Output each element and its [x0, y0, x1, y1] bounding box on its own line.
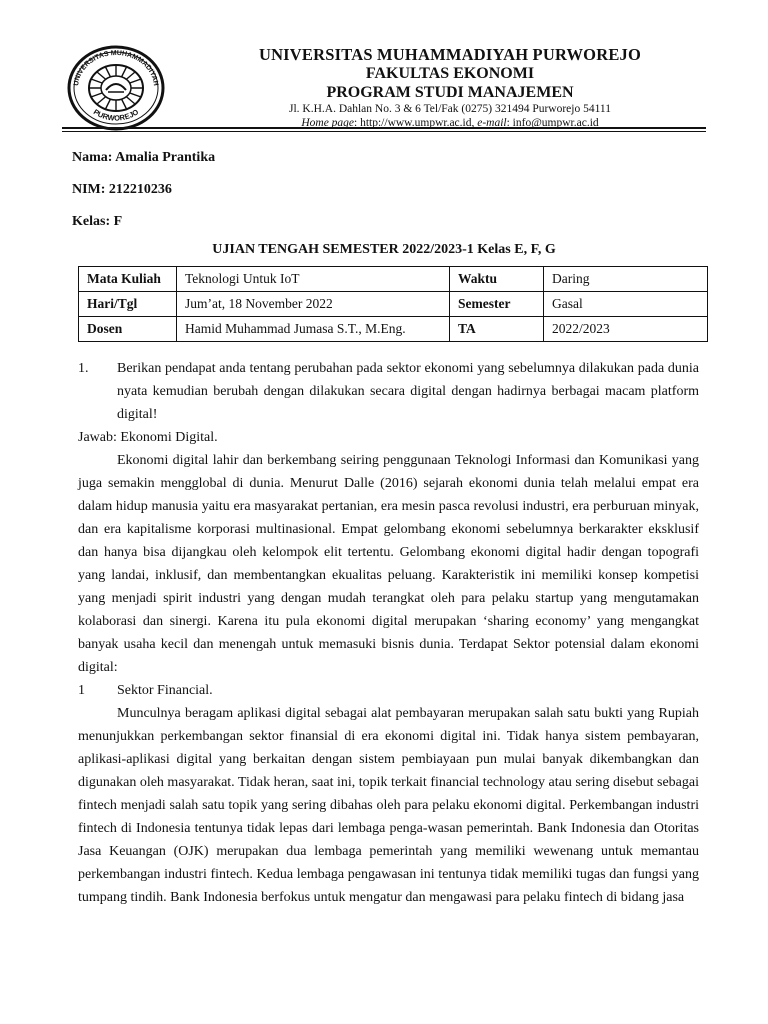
- document-body: [78, 357, 699, 909]
- student-name: Nama: Amalia Prantika: [72, 150, 216, 165]
- sector-heading: [78, 679, 699, 702]
- student-nim: NIM: 212210236: [72, 182, 172, 197]
- table-cell-label: TA: [450, 317, 544, 342]
- svg-text:UNIVERSITAS MUHAMMADIYAH: UNIVERSITAS MUHAMMADIYAH: [73, 49, 159, 87]
- university-seal-logo: [66, 44, 166, 132]
- home-label: Home page: [301, 117, 355, 129]
- table-cell-label: Mata Kuliah: [79, 267, 177, 292]
- question-item: [78, 357, 699, 426]
- table-cell-value: Gasal: [544, 292, 708, 317]
- table-cell-label: Dosen: [79, 317, 177, 342]
- table-cell-value: Teknologi Untuk IoT: [177, 267, 450, 292]
- table-row: [79, 292, 708, 317]
- table-cell-value: Hamid Muhammad Jumasa S.T., M.Eng.: [177, 317, 450, 342]
- paragraph: Munculnya beragam aplikasi digital sebagai alat pembayaran merupakan salah satu bukti yang Rupiah menunjukkan perkembangan sektor finansial di era ekonomi digital ini. Tidak hanya sistem pembayaran, aplikasi-aplikasi digital yang berkaitan dengan sistem pembiayaan pun mulai banyak dikembangkan dan digunakan oleh masyarakat. Tidak heran, saat ini, topik terkait financial technology atau sering disebut sebagai fintech menjadi salah satu topik yang sering dibahas oleh para pelaku ekonomi digital. Perkembangan industri fintech di Indonesia tentunya tidak lepas dari lembaga penga-wasan pemerintah. Bank Indonesia dan Otoritas Jasa Keuangan (OJK) merupakan dua lembaga pemerintah yang memiliki wewenang untuk memantau perkembangan industri fintech. Kedua lembaga pengawasan ini tentunya tidak memiliki tugas dan fungsi yang tumpang tindih. Bank Indonesia berfokus untuk mengatur dan mengawasi para pelaku fintech di bidang jasa: [78, 706, 699, 905]
- header-rule-thin: [62, 131, 706, 132]
- table-cell-value: 2022/2023: [544, 317, 708, 342]
- table-row: [79, 267, 708, 292]
- table-cell-value: Daring: [544, 267, 708, 292]
- table-cell-label: Hari/Tgl: [79, 292, 177, 317]
- table-cell-label: Waktu: [450, 267, 544, 292]
- email-value[interactable]: : info@umpwr.ac.id: [506, 117, 599, 129]
- home-value[interactable]: : http://www.umpwr.ac.id,: [354, 117, 478, 129]
- paragraph: Ekonomi digital lahir dan berkembang seiring penggunaan Teknologi Informasi dan Komunikasi yang juga semakin mengglobal di dunia. Menurut Dalle (2016) sejarah ekonomi dunia telah melalui empat era dalam hidup manusia yaitu era masyarakat pertanian, era mesin pasca revolusi industri, era perburuan minyak, dan era kapitalisme korporasi multinasional. Empat gelombang ekonomi sebelumnya berkarakter eksklusif dan hanya bisa dijangkau oleh kelompok elit tertentu. Gelombang ekonomi digital hadir dengan topografi yang landai, inklusif, dan membentangkan ekualitas peluang. Karakteristik ini memiliki konsep kompetisi yang menjadi spirit industri yang dengan mudah terangkat oleh para pelaku startup yang mengutamakan kolaborasi dan sinergi. Karena itu pula ekonomi digital merupakan ‘sharing economy’ yang mengangkat banyak usaha kecil dan menengah untuk memasuki bisnis dunia. Terdapat Sektor potensial dalam ekonomi digital:: [78, 453, 699, 675]
- answer-label: Jawab: Ekonomi Digital.: [78, 430, 218, 445]
- student-class: Kelas: F: [72, 214, 123, 229]
- header-rule-thick: [62, 127, 706, 129]
- table-cell-value: Jum’at, 18 November 2022: [177, 292, 450, 317]
- exam-info-table: [78, 266, 708, 342]
- svg-text:PURWOREJO: PURWOREJO: [91, 107, 141, 123]
- table-row: [79, 317, 708, 342]
- university-name: UNIVERSITAS MUHAMMADIYAH PURWOREJO: [258, 45, 642, 64]
- email-label: e-mail: [477, 117, 507, 129]
- faculty-name: FAKULTAS EKONOMI: [365, 65, 535, 82]
- question-number: 1.: [78, 361, 89, 376]
- table-cell-label: Semester: [450, 292, 544, 317]
- question-text: Berikan pendapat anda tentang perubahan pada sektor ekonomi yang sebelumnya dilakukan pada dunia nyata kemudian berubah dengan dilakukan secara digital dengan hadirnya berbagai macam platform digital!: [117, 361, 699, 422]
- exam-title: UJIAN TENGAH SEMESTER 2022/2023-1 Kelas E, F, G: [212, 242, 556, 257]
- program-name: PROGRAM STUDI MANAJEMEN: [326, 84, 574, 101]
- address: Jl. K.H.A. Dahlan No. 3 & 6 Tel/Fak (0275) 321494 Purworejo 54111: [288, 103, 612, 115]
- sector-label: Sektor Financial.: [117, 683, 213, 698]
- letterhead: [200, 45, 700, 130]
- sector-number: 1: [78, 683, 85, 698]
